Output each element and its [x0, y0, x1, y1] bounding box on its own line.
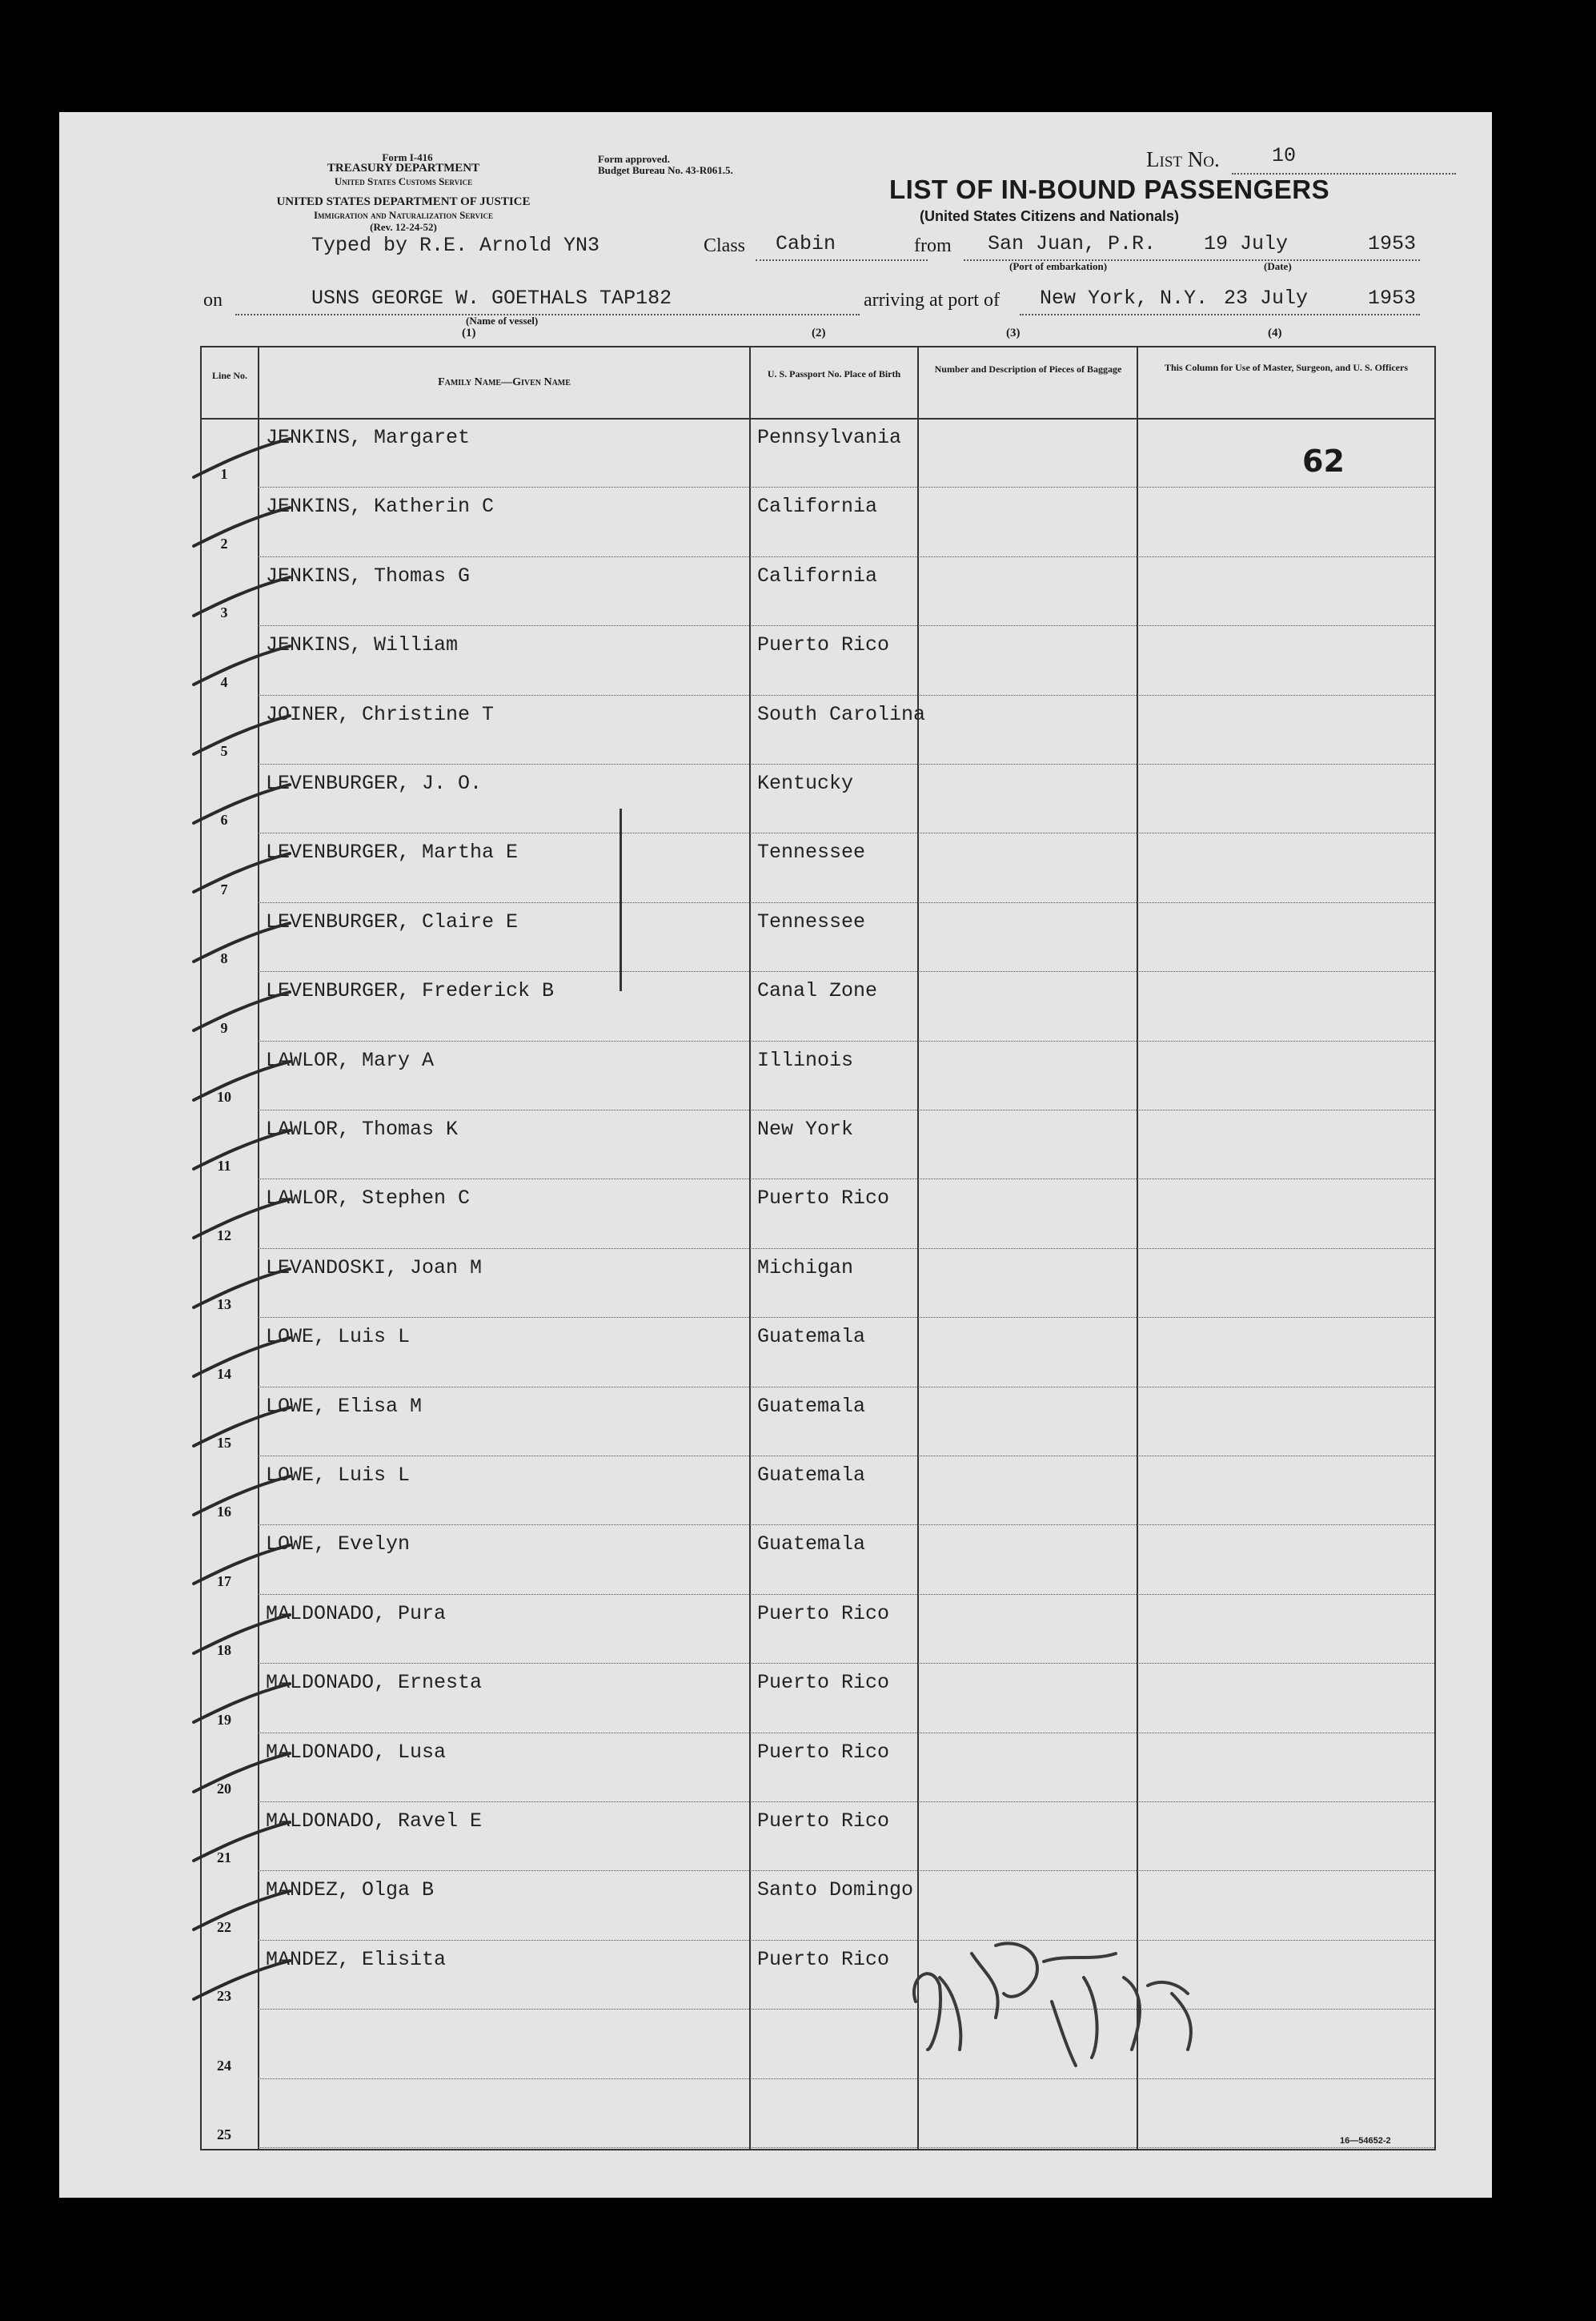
table-row [202, 556, 1434, 625]
justice-department: UNITED STATES DEPARTMENT OF JUSTICE [276, 195, 531, 208]
check-mark [186, 1267, 298, 1315]
place-of-birth: Guatemala [757, 1325, 866, 1349]
line-number: 8 [220, 950, 228, 967]
table-row [202, 1733, 1434, 1801]
check-mark [186, 1752, 298, 1800]
officer-count-mark: 62 [1302, 444, 1345, 479]
passenger-name: JENKINS, William [266, 633, 459, 657]
passenger-name: LOWE, Evelyn [266, 1532, 411, 1556]
passenger-name: JENKINS, Margaret [266, 426, 471, 449]
passenger-name: LOWE, Luis L [266, 1464, 411, 1487]
line-number: 5 [220, 742, 228, 759]
check-mark [186, 1682, 298, 1730]
page-subtitle: (United States Citizens and Nationals) [920, 208, 1180, 224]
table-row [202, 487, 1434, 556]
passenger-name: MALDONADO, Lusa [266, 1740, 447, 1764]
place-of-birth: Puerto Rico [757, 1671, 890, 1695]
passenger-name: LOWE, Luis L [266, 1325, 411, 1349]
line-number: 16 [217, 1504, 231, 1520]
line-number: 2 [220, 535, 228, 552]
line-number: 18 [217, 1642, 231, 1659]
typed-by: Typed by R.E. Arnold YN3 [311, 234, 600, 257]
header-name: Family Name—Given Name [438, 376, 571, 388]
place-of-birth: Illinois [757, 1048, 854, 1072]
place-of-birth: Puerto Rico [757, 633, 890, 657]
line-number: 12 [217, 1227, 231, 1243]
table-row [202, 1248, 1434, 1317]
place-of-birth: Puerto Rico [757, 1740, 890, 1764]
check-mark [186, 1889, 298, 1938]
place-of-birth: Tennessee [757, 841, 866, 865]
place-of-birth: Pennsylvania [757, 426, 902, 449]
passenger-name: LAWLOR, Thomas K [266, 1118, 459, 1141]
place-of-birth: Kentucky [757, 772, 854, 795]
customs-service: United States Customs Service [334, 175, 473, 187]
line-number: 14 [217, 1365, 231, 1382]
passenger-name: LEVENBURGER, Martha E [266, 841, 519, 865]
passenger-name: LAWLOR, Stephen C [266, 1187, 471, 1211]
check-mark [186, 1613, 298, 1661]
passenger-name: LEVENBURGER, J. O. [266, 772, 483, 795]
place-of-birth: New York [757, 1118, 854, 1141]
embarkation-caption: (Port of embarkation) [1009, 260, 1108, 272]
table-row [202, 1317, 1434, 1386]
line-number: 20 [217, 1780, 231, 1797]
table-row [202, 902, 1434, 971]
check-mark [186, 1959, 298, 2007]
form-number: Form I-416 [382, 151, 433, 163]
line-number: 24 [217, 2057, 231, 2074]
embarkation-date: 19 July [1204, 232, 1289, 255]
column-number: (4) [1268, 327, 1282, 339]
line-number: 13 [217, 1296, 231, 1313]
place-of-birth: Guatemala [757, 1532, 866, 1556]
arrival-year: 1953 [1368, 287, 1417, 310]
document-page [59, 112, 1492, 2198]
passenger-name: MALDONADO, Pura [266, 1601, 447, 1625]
header-officers: This Column for Use of Master, Surgeon, and U. S. Officers [1164, 362, 1408, 373]
place-of-birth: Guatemala [757, 1394, 866, 1418]
check-mark [186, 1475, 298, 1523]
line-number: 25 [217, 2126, 231, 2142]
passenger-name: LEVENBURGER, Claire E [266, 910, 519, 934]
passenger-name: JENKINS, Katherin C [266, 495, 495, 519]
table-row [202, 2078, 1434, 2147]
arrival-date: 23 July [1224, 287, 1309, 310]
bracket-mark [620, 809, 622, 991]
column-number: (2) [812, 327, 826, 339]
line-number: 23 [217, 1988, 231, 2005]
place-of-birth: Michigan [757, 1255, 854, 1279]
passenger-name: MALDONADO, Ravel E [266, 1809, 483, 1833]
class-value: Cabin [776, 232, 836, 255]
table-row [202, 1801, 1434, 1870]
passenger-name: LEVANDOSKI, Joan M [266, 1255, 483, 1279]
check-mark [186, 1060, 298, 1108]
line-number: 10 [217, 1088, 231, 1105]
passenger-name: JOINER, Christine T [266, 702, 495, 726]
table-row [202, 1110, 1434, 1179]
passenger-name: LAWLOR, Mary A [266, 1048, 435, 1072]
form-print-code: 16—54652-2 [1340, 2136, 1391, 2146]
line-number: 22 [217, 1918, 231, 1935]
line-number: 1 [220, 466, 228, 483]
passenger-table [200, 346, 1436, 2150]
table-row [202, 625, 1434, 694]
vessel-name: USNS GEORGE W. GOETHALS TAP182 [311, 287, 672, 310]
table-row [202, 971, 1434, 1040]
check-mark [186, 714, 298, 762]
place-of-birth: California [757, 495, 878, 519]
check-mark [186, 644, 298, 693]
page-title: LIST OF IN-BOUND PASSENGERS [889, 175, 1330, 204]
line-number: 15 [217, 1434, 231, 1451]
line-number: 3 [220, 604, 228, 621]
table-row [202, 695, 1434, 764]
place-of-birth: Puerto Rico [757, 1601, 890, 1625]
vessel-caption: (Name of vessel) [466, 315, 539, 327]
class-label: Class [704, 235, 746, 256]
date-caption: (Date) [1264, 260, 1292, 272]
table-row [202, 833, 1434, 901]
check-mark [186, 1198, 298, 1246]
place-of-birth: Canal Zone [757, 979, 878, 1003]
signature [884, 1929, 1268, 2074]
passenger-name: JENKINS, Thomas G [266, 564, 471, 588]
line-number: 6 [220, 812, 228, 829]
table-row [202, 1179, 1434, 1247]
check-mark [186, 990, 298, 1038]
arriving-label: arriving at port of [864, 290, 1000, 311]
header-passport: U. S. Passport No. Place of Birth [767, 368, 901, 379]
check-mark [186, 1821, 298, 1869]
check-mark [186, 576, 298, 624]
passenger-name: LOWE, Elisa M [266, 1394, 423, 1418]
place-of-birth: Tennessee [757, 910, 866, 934]
list-number-value: 10 [1272, 144, 1297, 167]
line-number: 17 [217, 1572, 231, 1589]
column-number: (1) [462, 327, 476, 339]
line-number: 9 [220, 1019, 228, 1036]
line-number: 19 [217, 1711, 231, 1728]
check-mark [186, 1406, 298, 1454]
check-mark [186, 437, 298, 485]
arrival-port: New York, N.Y. [1040, 287, 1209, 310]
place-of-birth: South Carolina [757, 702, 926, 726]
place-of-birth: Guatemala [757, 1464, 866, 1487]
column-number: (3) [1006, 327, 1021, 339]
budget-bureau-number: Budget Bureau No. 43-R061.5. [598, 164, 733, 176]
embarkation-year: 1953 [1368, 232, 1417, 255]
passenger-name: MALDONADO, Ernesta [266, 1671, 483, 1695]
immigration-service: Immigration and Naturalization Service [313, 209, 494, 221]
table-row [202, 1663, 1434, 1732]
check-mark [186, 783, 298, 831]
list-number-label: List No. [1146, 147, 1220, 171]
treasury-department: TREASURY DEPARTMENT [327, 162, 480, 175]
passenger-name: LEVENBURGER, Frederick B [266, 979, 555, 1003]
place-of-birth: Puerto Rico [757, 1947, 890, 1971]
line-number: 21 [217, 1849, 231, 1866]
place-of-birth: Santo Domingo [757, 1878, 914, 1902]
line-number: 4 [220, 673, 228, 690]
line-number: 11 [217, 1158, 231, 1175]
table-row [202, 764, 1434, 833]
place-of-birth: Puerto Rico [757, 1809, 890, 1833]
table-row [202, 418, 1434, 487]
passenger-name: MANDEZ, Elisita [266, 1947, 447, 1971]
check-mark [186, 852, 298, 900]
port-of-embarkation: San Juan, P.R. [988, 232, 1157, 255]
check-mark [186, 1544, 298, 1592]
check-mark [186, 1336, 298, 1384]
table-row [202, 1594, 1434, 1663]
passenger-name: MANDEZ, Olga B [266, 1878, 435, 1902]
table-row [202, 1041, 1434, 1110]
line-number: 7 [220, 881, 228, 897]
on-label: on [203, 290, 223, 311]
place-of-birth: Puerto Rico [757, 1187, 890, 1211]
place-of-birth: California [757, 564, 878, 588]
check-mark [186, 922, 298, 970]
table-row [202, 1456, 1434, 1524]
form-approved: Form approved. [598, 153, 671, 165]
check-mark [186, 506, 298, 554]
header-line-no: Line No. [211, 370, 247, 381]
header-baggage: Number and Description of Pieces of Baggage [934, 363, 1122, 375]
from-label: from [914, 235, 952, 256]
table-row [202, 1387, 1434, 1456]
revision-date: (Rev. 12-24-52) [370, 221, 437, 233]
table-row [202, 1524, 1434, 1593]
check-mark [186, 1129, 298, 1177]
